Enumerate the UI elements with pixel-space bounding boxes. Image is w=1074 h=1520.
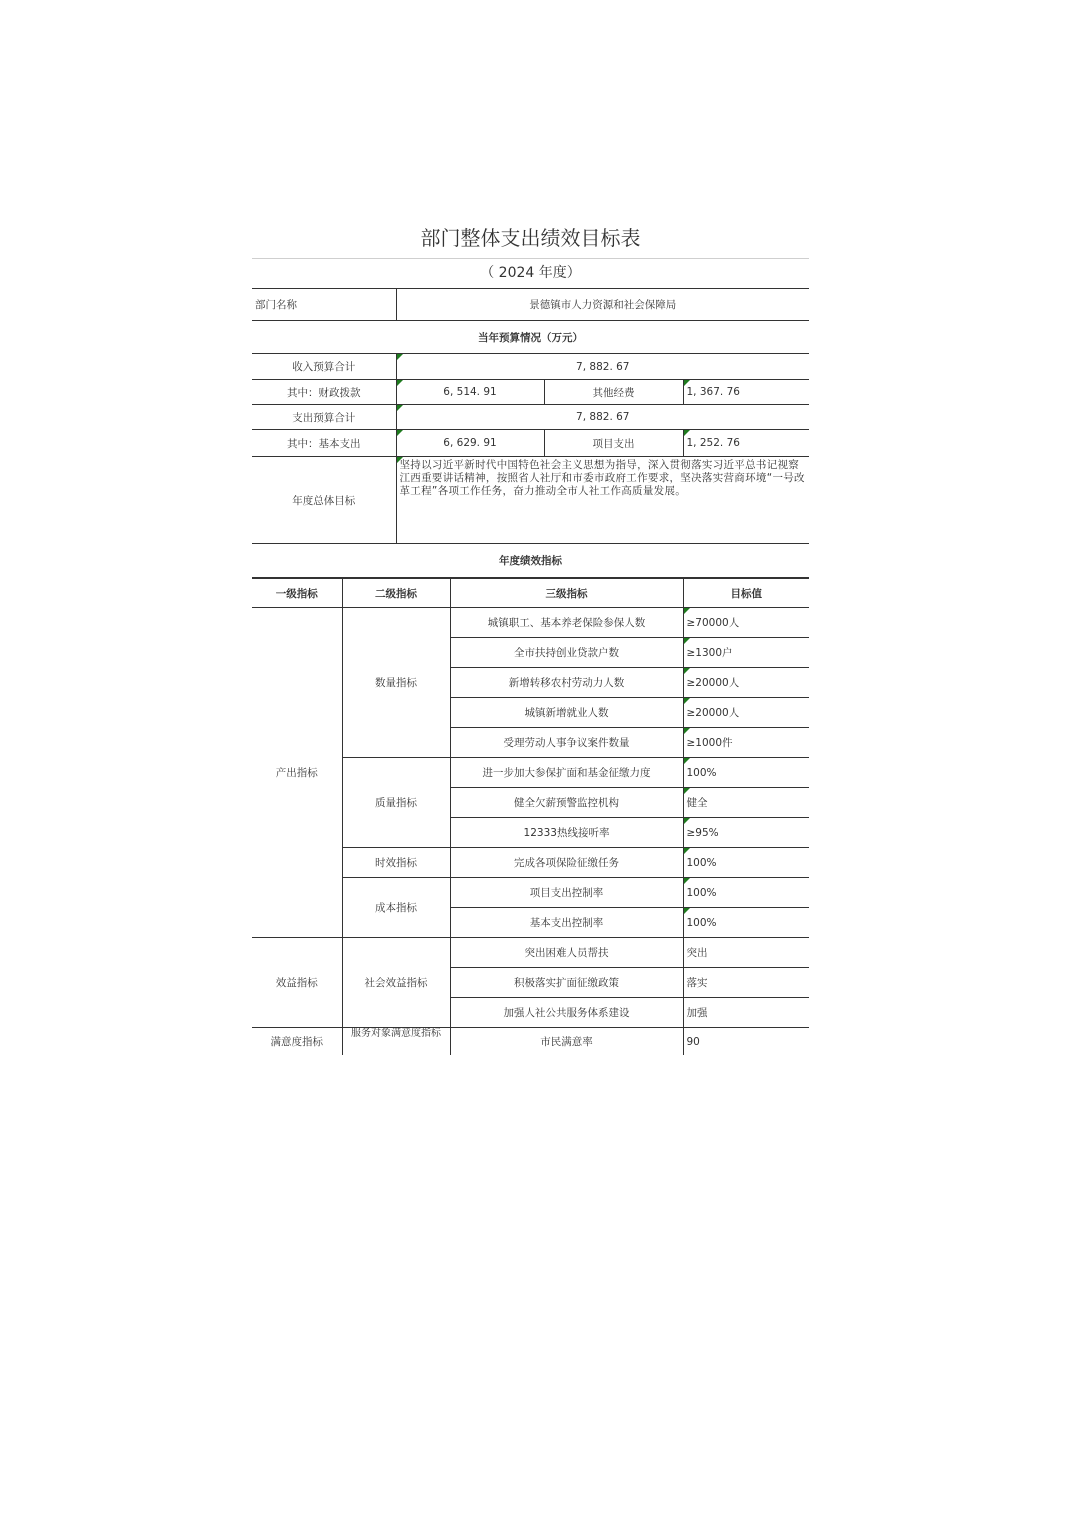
other-label: 其他经费 <box>544 380 683 405</box>
annual-goal-text: 坚持以习近平新时代中国特色社会主义思想为指导，深入贯彻落实习近平总书记视察江西重要讲话精神，按照省人社厅和市委市政府工作要求，坚决落实营商环境“一号改革工程”各项工作任务，奋力推动全市人社工作高质量发展。 <box>396 457 809 544</box>
indicator-name: 12333热线接听率 <box>450 818 683 848</box>
fiscal-value: 6, 514. 91 <box>396 380 544 405</box>
budget-section-title: 当年预算情况（万元） <box>252 321 809 354</box>
fiscal-label: 其中：财政拨款 <box>252 380 396 405</box>
income-total-label: 收入预算合计 <box>252 354 396 380</box>
level2-service: 服务对象满意度指标 <box>342 1028 450 1056</box>
level2-timeliness: 时效指标 <box>342 848 450 878</box>
level2-quantity: 数量指标 <box>342 608 450 758</box>
indicator-target: ≥70000人 <box>683 608 809 638</box>
header-target: 目标值 <box>683 579 809 608</box>
dept-name-value: 景德镇市人力资源和社会保障局 <box>396 289 809 321</box>
indicator-name: 项目支出控制率 <box>450 878 683 908</box>
indicator-target: ≥1000件 <box>683 728 809 758</box>
level2-social: 社会效益指标 <box>342 938 450 1028</box>
level2-cost: 成本指标 <box>342 878 450 938</box>
header-level2: 二级指标 <box>342 579 450 608</box>
expense-total-label: 支出预算合计 <box>252 405 396 430</box>
indicator-name: 突出困难人员帮扶 <box>450 938 683 968</box>
indicator-target: 100% <box>683 758 809 788</box>
indicator-name: 全市扶持创业贷款户数 <box>450 638 683 668</box>
basic-label: 其中：基本支出 <box>252 430 396 457</box>
indicator-name: 基本支出控制率 <box>450 908 683 938</box>
year-label: （ 2024 年度） <box>252 258 809 288</box>
indicator-target: ≥20000人 <box>683 698 809 728</box>
header-level3: 三级指标 <box>450 579 683 608</box>
indicator-name: 新增转移农村劳动力人数 <box>450 668 683 698</box>
level1-satisfaction: 满意度指标 <box>252 1028 342 1056</box>
indicator-name: 健全欠薪预警监控机构 <box>450 788 683 818</box>
other-value: 1, 367. 76 <box>683 380 809 405</box>
indicator-target: ≥20000人 <box>683 668 809 698</box>
indicator-target: ≥95% <box>683 818 809 848</box>
indicator-name: 受理劳动人事争议案件数量 <box>450 728 683 758</box>
project-label: 项目支出 <box>544 430 683 457</box>
indicator-target: 突出 <box>683 938 809 968</box>
income-total-value: 7, 882. 67 <box>396 354 809 380</box>
indicator-target: 落实 <box>683 968 809 998</box>
indicator-target: 100% <box>683 878 809 908</box>
indicator-name: 进一步加大参保扩面和基金征缴力度 <box>450 758 683 788</box>
level1-output: 产出指标 <box>252 608 342 938</box>
indicator-target: 健全 <box>683 788 809 818</box>
indicators-section-title: 年度绩效指标 <box>252 544 809 578</box>
indicator-name: 完成各项保险征缴任务 <box>450 848 683 878</box>
level2-quality: 质量指标 <box>342 758 450 848</box>
indicator-name: 城镇职工、基本养老保险参保人数 <box>450 608 683 638</box>
indicator-target: 100% <box>683 848 809 878</box>
indicator-name: 市民满意率 <box>450 1028 683 1056</box>
indicator-target: 加强 <box>683 998 809 1028</box>
budget-table <box>252 288 809 578</box>
indicators-table <box>252 578 809 1055</box>
indicator-target: 90 <box>683 1028 809 1056</box>
annual-goal-label: 年度总体目标 <box>252 457 396 544</box>
indicator-name: 加强人社公共服务体系建设 <box>450 998 683 1028</box>
basic-value: 6, 629. 91 <box>396 430 544 457</box>
document-title: 部门整体支出绩效目标表 <box>420 226 641 250</box>
indicator-name: 城镇新增就业人数 <box>450 698 683 728</box>
dept-name-label: 部门名称 <box>252 289 396 321</box>
indicator-name: 积极落实扩面征缴政策 <box>450 968 683 998</box>
performance-table-sheet <box>252 218 809 1055</box>
project-value: 1, 252. 76 <box>683 430 809 457</box>
expense-total-value: 7, 882. 67 <box>396 405 809 430</box>
level1-benefit: 效益指标 <box>252 938 342 1028</box>
indicator-target: 100% <box>683 908 809 938</box>
header-level1: 一级指标 <box>252 579 342 608</box>
indicator-target: ≥1300户 <box>683 638 809 668</box>
